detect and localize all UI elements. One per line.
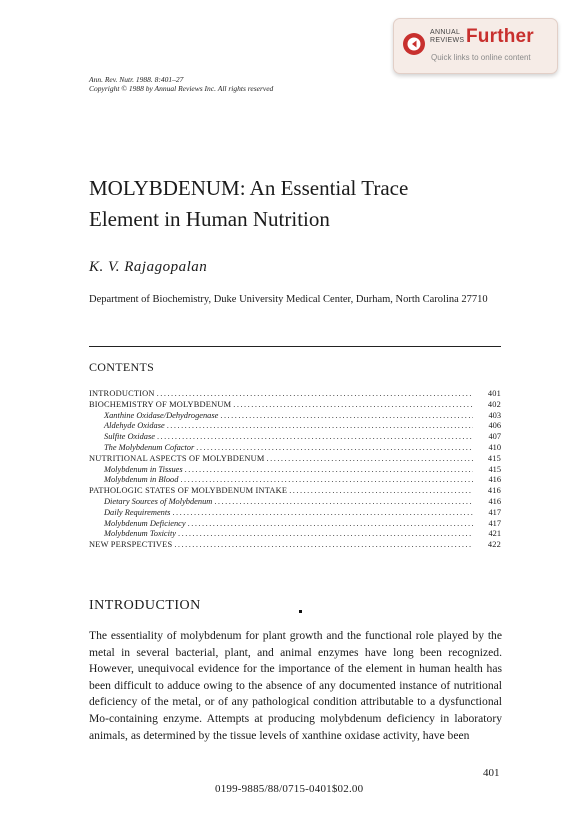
toc-entry[interactable] xyxy=(89,432,501,443)
toc-leader-dots xyxy=(157,432,473,443)
toc-entry-page: 407 xyxy=(488,432,501,442)
toc-entry[interactable] xyxy=(89,443,501,454)
badge-line2: REVIEWS xyxy=(430,37,465,44)
toc-entry-label: BIOCHEMISTRY OF MOLYBDENUM xyxy=(89,399,232,409)
toc-entry-label: Molybdenum in Tissues xyxy=(104,464,183,474)
toc-entry-label: NUTRITIONAL ASPECTS OF MOLYBDENUM xyxy=(89,453,265,463)
toc-leader-dots xyxy=(267,454,473,465)
copyright-line: Copyright © 1988 by Annual Reviews Inc. All rights reserved xyxy=(89,84,274,93)
stray-mark xyxy=(299,610,302,613)
toc-entry-page: 415 xyxy=(488,464,501,474)
toc-leader-dots xyxy=(185,465,473,476)
toc-entry-page: 417 xyxy=(488,507,501,517)
toc-entry[interactable] xyxy=(89,411,501,422)
page-number: 401 xyxy=(483,767,500,779)
toc-entry[interactable] xyxy=(89,519,501,530)
toc-entry-page: 421 xyxy=(488,529,501,539)
toc-entry[interactable] xyxy=(89,540,501,551)
toc-entry-page: 403 xyxy=(488,410,501,420)
toc-leader-dots xyxy=(196,443,473,454)
toc-leader-dots xyxy=(178,529,473,540)
journal-citation: Ann. Rev. Nutr. 1988. 8:401–27 xyxy=(89,75,184,84)
toc-entry[interactable] xyxy=(89,475,501,486)
annual-reviews-wordmark xyxy=(430,29,464,45)
title-line-2: Element in Human Nutrition xyxy=(89,207,330,231)
toc-entry[interactable] xyxy=(89,400,501,411)
toc-entry-label: The Molybdenum Cofactor xyxy=(104,442,195,452)
toc-entry[interactable] xyxy=(89,465,501,476)
toc-entry-page: 401 xyxy=(487,389,501,398)
toc-entry[interactable] xyxy=(89,421,501,432)
toc-entry-label: Dietary Sources of Molybdenum xyxy=(104,496,213,506)
toc-entry-label: Molybdenum Toxicity xyxy=(104,529,177,539)
toc-entry[interactable] xyxy=(89,529,501,540)
toc-leader-dots xyxy=(220,411,473,422)
toc-entry-label: Molybdenum in Blood xyxy=(104,475,179,485)
further-label: Further xyxy=(466,26,534,47)
author-name: K. V. Rajagopalan xyxy=(89,259,208,275)
contents-heading: CONTENTS xyxy=(89,360,155,374)
toc-entry-label: Aldehyde Oxidase xyxy=(104,421,165,431)
title-line-1: MOLYBDENUM: An Essential Trace xyxy=(89,176,409,200)
toc-entry[interactable] xyxy=(89,497,501,508)
toc-leader-dots xyxy=(233,400,473,411)
toc-leader-dots xyxy=(157,389,473,400)
toc-entry-label: Xanthine Oxidase/Dehydrogenase xyxy=(104,410,219,420)
toc-leader-dots xyxy=(180,475,473,486)
toc-entry-label: NEW PERSPECTIVES xyxy=(89,540,173,550)
toc-entry[interactable] xyxy=(89,389,501,400)
badge-tagline: Quick links to online content xyxy=(431,53,531,62)
toc-entry-page: 422 xyxy=(487,540,501,550)
annual-reviews-logo-icon xyxy=(402,32,426,56)
toc-entry-page: 417 xyxy=(488,518,501,528)
further-links-badge[interactable] xyxy=(393,18,558,74)
toc-entry-page: 410 xyxy=(488,442,501,452)
toc-entry-label: INTRODUCTION xyxy=(89,389,155,398)
introduction-paragraph: The essentiality of molybdenum for plant growth and the functional role played by the metal in several bacterial, plant, and animal enzymes have long been recognized. However, unequivocal evidence for the importance of the element in human health has been difficult to adduce owing to the absence of any documented instance of nutritional deficiency of the metal, or of any pathological condition attributable to a dysfunctional Mo-containing enzyme. Attempts at producing molybdenum deficiency in laboratory animals, as determined by the tissue levels of xanthine oxidase activity, have been xyxy=(89,629,502,742)
toc-leader-dots xyxy=(188,519,473,530)
toc-entry-page: 416 xyxy=(487,486,501,496)
toc-entry-label: Daily Requirements xyxy=(104,507,171,517)
toc-leader-dots xyxy=(172,508,473,519)
toc-leader-dots xyxy=(174,540,473,551)
toc-entry-label: Sulfite Oxidase xyxy=(104,432,155,442)
section-divider xyxy=(89,346,501,347)
toc-entry-page: 402 xyxy=(487,399,501,409)
toc-entry[interactable] xyxy=(89,454,501,465)
author-affiliation: Department of Biochemistry, Duke University Medical Center, Durham, North Carolina 27710 xyxy=(89,294,488,305)
toc-entry-page: 416 xyxy=(488,496,501,506)
toc-entry-page: 406 xyxy=(488,421,501,431)
introduction-heading: INTRODUCTION xyxy=(89,598,201,613)
badge-line1: ANNUAL xyxy=(430,29,461,36)
article-code: 0199-9885/88/0715-0401$02.00 xyxy=(215,783,364,795)
toc-entry-label: PATHOLOGIC STATES OF MOLYBDENUM INTAKE xyxy=(89,486,288,496)
toc-entry-label: Molybdenum Deficiency xyxy=(104,518,186,528)
table-of-contents xyxy=(89,389,501,551)
toc-entry-page: 416 xyxy=(488,475,501,485)
toc-entry[interactable] xyxy=(89,508,501,519)
toc-leader-dots xyxy=(167,421,473,432)
toc-leader-dots xyxy=(214,497,473,508)
article-title xyxy=(89,173,408,235)
toc-leader-dots xyxy=(289,486,473,497)
toc-entry-page: 415 xyxy=(487,453,501,463)
toc-entry[interactable] xyxy=(89,486,501,497)
